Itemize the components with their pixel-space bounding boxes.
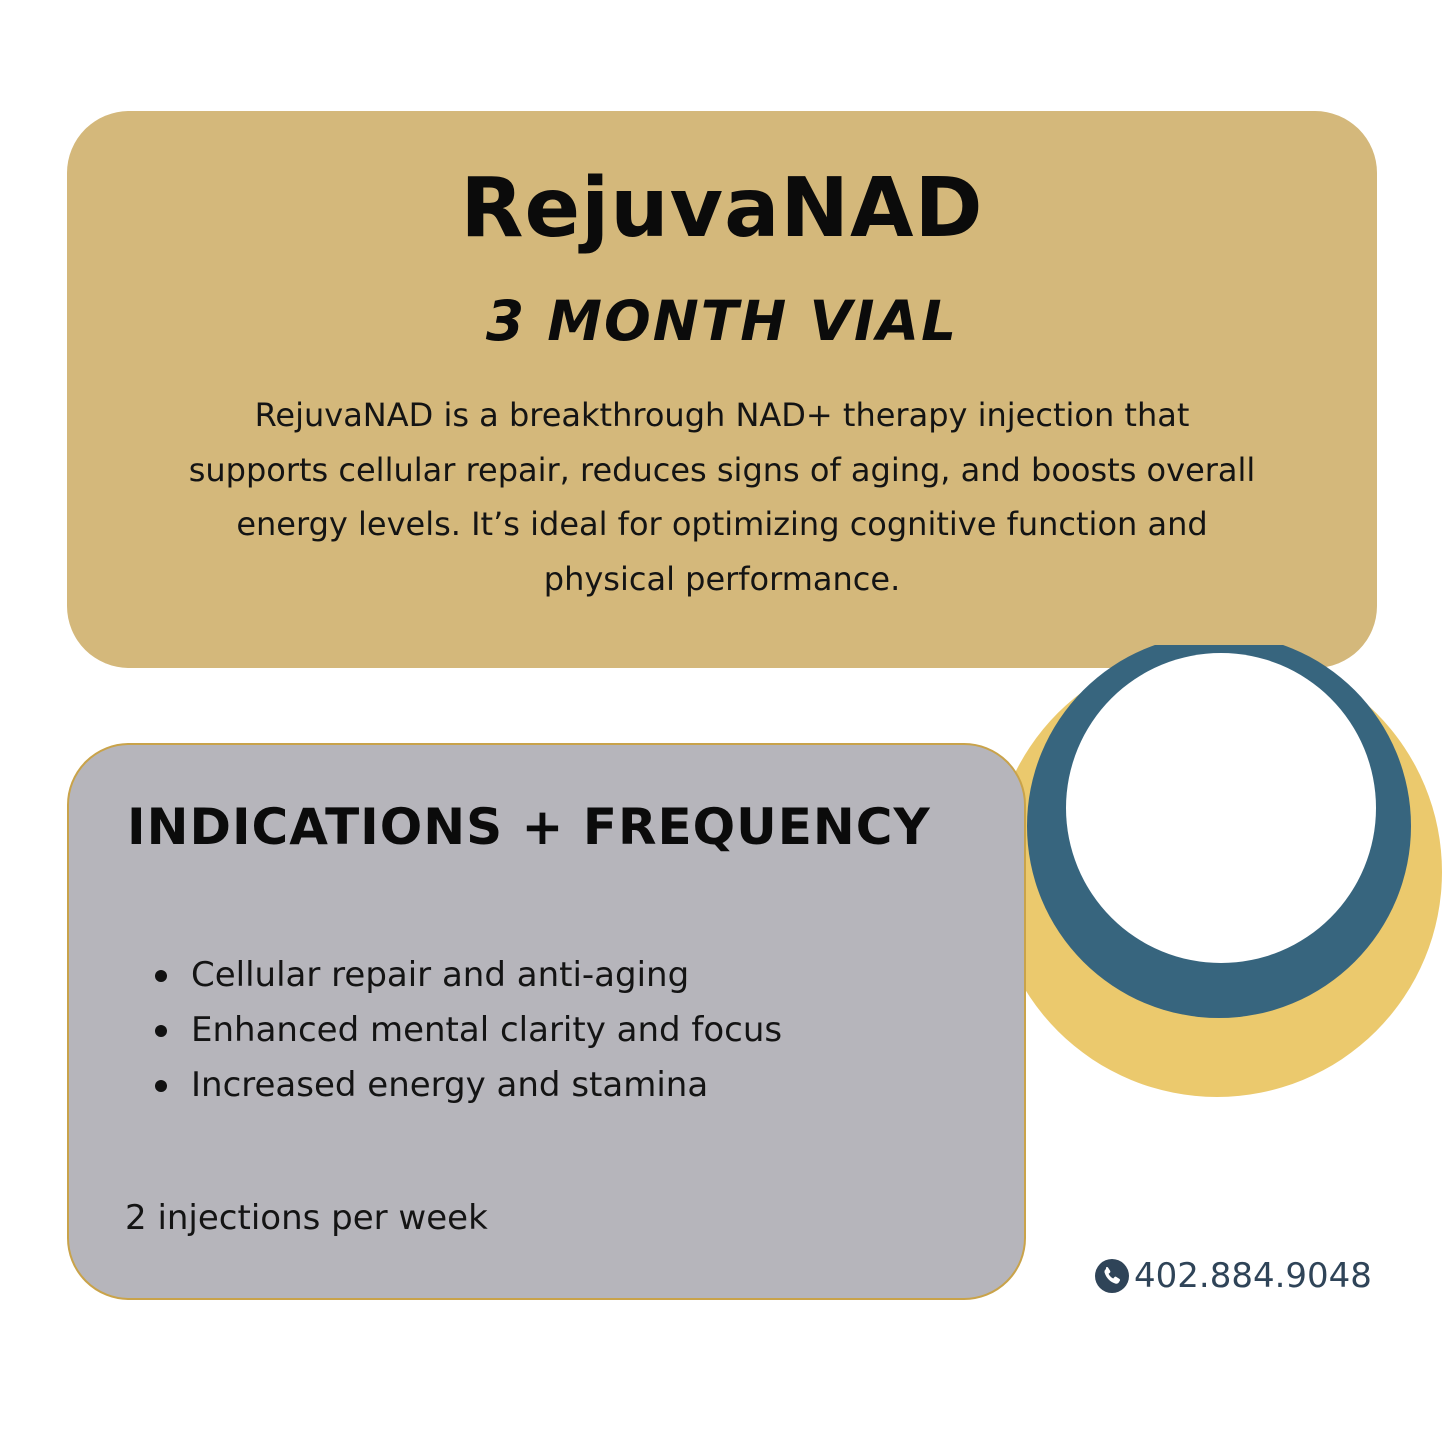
frequency-text: 2 injections per week [125,1198,488,1238]
crescent-logo-icon [990,645,1445,1100]
indication-text: Increased energy and stamina [191,1065,709,1105]
indications-list [191,948,782,1113]
product-subtitle: 3 MONTH VIAL [485,289,959,353]
phone-contact[interactable] [1094,1254,1372,1298]
indications-card [67,743,1026,1300]
indication-text: Cellular repair and anti-aging [191,955,690,995]
product-card [67,111,1377,668]
indication-text: Enhanced mental clarity and focus [191,1010,783,1050]
logo-white-circle [1066,653,1376,963]
bullet-icon [155,1025,167,1037]
bullet-icon [155,970,167,982]
product-title: RejuvaNAD [460,161,984,256]
phone-icon-circle [1095,1259,1129,1293]
list-item [191,1003,782,1058]
list-item [191,948,782,1003]
phone-number: 402.884.9048 [1134,1256,1372,1296]
phone-icon [1094,1258,1130,1294]
indications-heading: INDICATIONS + FREQUENCY [127,798,931,856]
product-description: RejuvaNAD is a breakthrough NAD+ therapy injection that supports cellular repair, reduces signs of aging, and boosts overall energy levels. It’s ideal for optimizing cognitive function and physical performance. [188,396,1256,598]
bullet-icon [155,1080,167,1092]
list-item [191,1058,782,1113]
